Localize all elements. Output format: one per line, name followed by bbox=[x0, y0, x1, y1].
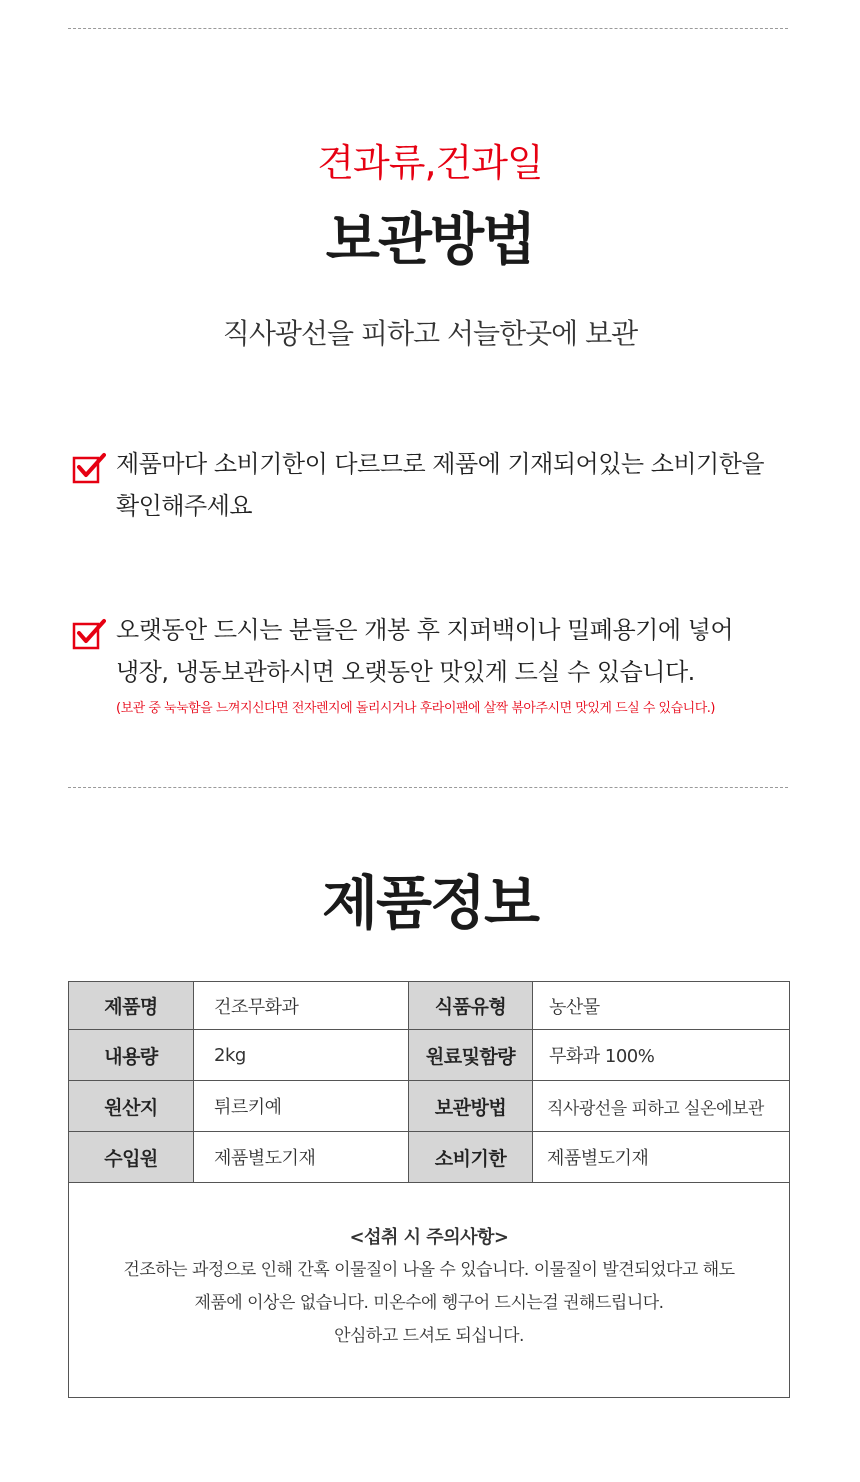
storage-description: 직사광선을 피하고 서늘한곳에 보관 bbox=[222, 317, 638, 350]
storage-tip bbox=[72, 614, 802, 724]
red-checkbox-icon bbox=[72, 452, 106, 484]
info-value: 무화과 100% bbox=[533, 1030, 790, 1081]
caution-line: 제품에 이상은 없습니다. 미온수에 헹구어 드시는걸 권해드립니다. bbox=[194, 1293, 664, 1313]
tip-line: 오랫동안 드시는 분들은 개봉 후 지퍼백이나 밀폐용기에 넣어 bbox=[116, 616, 734, 644]
caution-line: 안심하고 드셔도 되십니다. bbox=[334, 1326, 524, 1346]
info-value: 2kg bbox=[194, 1030, 409, 1081]
info-label: 제품명 bbox=[69, 982, 194, 1030]
top-divider bbox=[68, 28, 788, 29]
section-divider bbox=[68, 787, 788, 788]
caution-line: 건조하는 과정으로 인해 간혹 이물질이 나올 수 있습니다. 이물질이 발견되었다고 해도 bbox=[123, 1260, 735, 1280]
info-value: 직사광선을 피하고 실온에보관 bbox=[533, 1081, 790, 1132]
info-value: 건조무화과 bbox=[194, 982, 409, 1030]
info-label: 식품유형 bbox=[409, 982, 533, 1030]
info-value: 제품별도기재 bbox=[533, 1132, 790, 1183]
table-row bbox=[69, 1132, 790, 1183]
info-label: 원료및함량 bbox=[409, 1030, 533, 1081]
info-value: 튀르키예 bbox=[194, 1081, 409, 1132]
info-value: 농산물 bbox=[533, 982, 790, 1030]
table-row bbox=[69, 982, 790, 1030]
table-row bbox=[69, 1030, 790, 1081]
info-label: 소비기한 bbox=[409, 1132, 533, 1183]
tip-line: 냉장, 냉동보관하시면 오랫동안 맛있게 드실 수 있습니다. bbox=[116, 658, 695, 686]
tip-note: (보관 중 눅눅함을 느껴지신다면 전자렌지에 돌리시거나 후라이팬에 살짝 볶아주시면 맛있게 드실 수 있습니다.) bbox=[116, 701, 715, 716]
caution-cell bbox=[69, 1183, 790, 1398]
storage-subtitle: 견과류,건과일 bbox=[317, 141, 543, 185]
product-info-title: 제품정보 bbox=[321, 869, 539, 937]
info-label: 보관방법 bbox=[409, 1081, 533, 1132]
product-info-table bbox=[68, 981, 790, 1398]
info-label: 원산지 bbox=[69, 1081, 194, 1132]
storage-tip bbox=[72, 448, 802, 528]
table-row bbox=[69, 1183, 790, 1398]
tip-line: 제품마다 소비기한이 다르므로 제품에 기재되어있는 소비기한을 bbox=[116, 450, 765, 478]
info-value: 제품별도기재 bbox=[194, 1132, 409, 1183]
red-checkbox-icon bbox=[72, 618, 106, 650]
caution-title: <섭취 시 주의사항> bbox=[349, 1227, 509, 1248]
table-row bbox=[69, 1081, 790, 1132]
info-label: 수입원 bbox=[69, 1132, 194, 1183]
tip-line: 확인해주세요 bbox=[116, 492, 253, 520]
storage-title: 보관방법 bbox=[325, 208, 535, 273]
info-label: 내용량 bbox=[69, 1030, 194, 1081]
